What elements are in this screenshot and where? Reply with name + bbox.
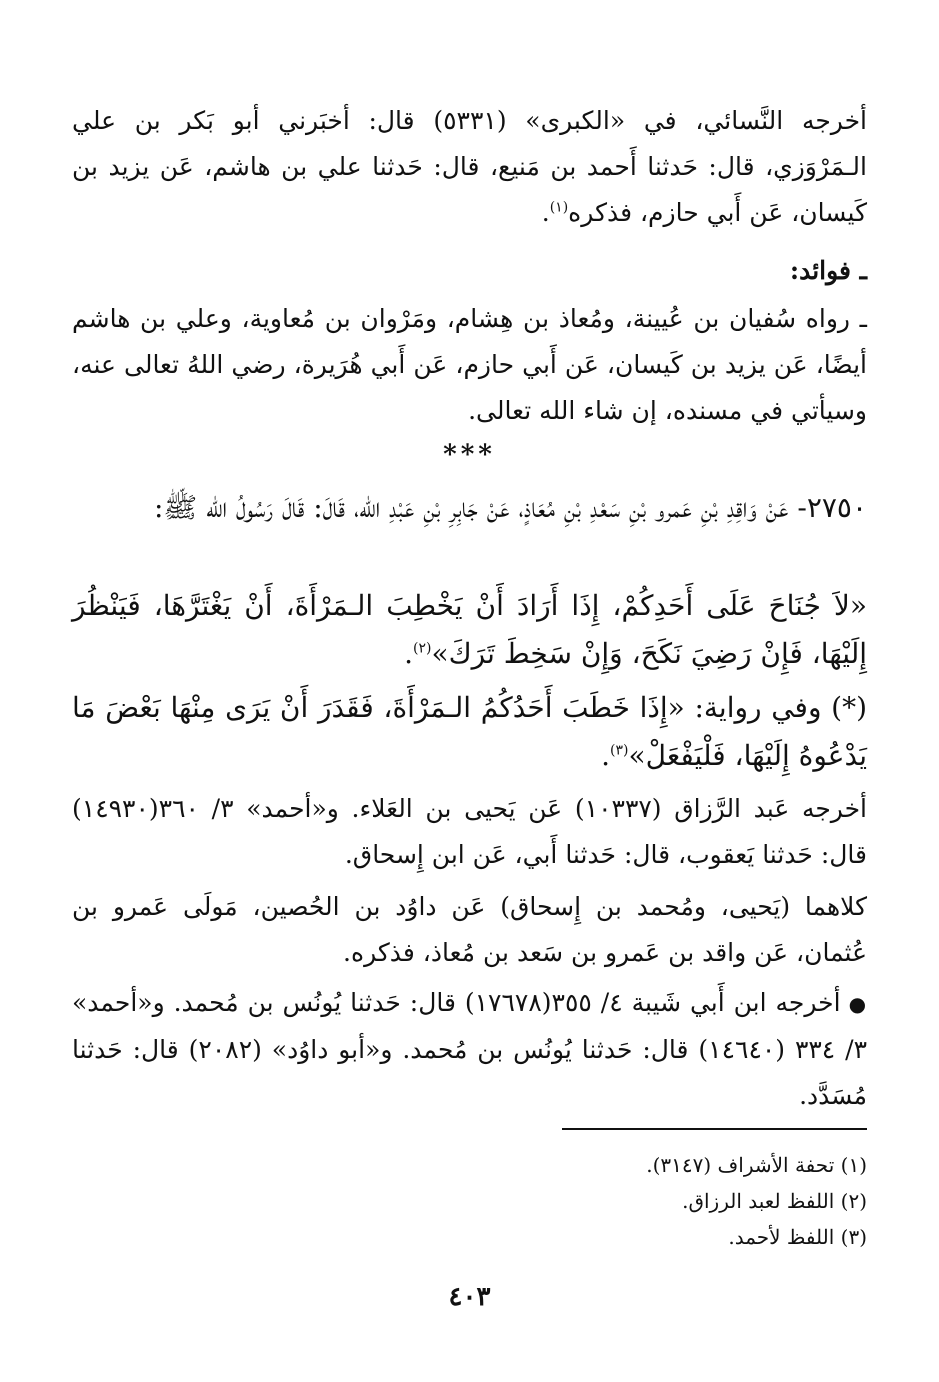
riwaya-paragraph: (*) وفي رواية: «إِذَا خَطَبَ أَحَدُكُمُ الـمَرْأَةَ، فَقَدَرَ أَنْ يَرَى مِنْهَا بَعْضَ مَا يَدْعُوهُ إِلَيْهَا، فَلْيَفْعَلْ»$^{(٣)}$. <box>72 691 867 772</box>
fawaid-heading: ـ فوائد: <box>789 256 867 285</box>
takhrij-paragraph-3: كلاهما (يَحيى، ومُحمد بن إِسحاق) عَن داوُد بن الحُصين، مَولَى عَمرو بن عُثمان، عَن واقد بن عَمرو بن سَعد بن مُعاذ، فذكره. <box>72 892 867 967</box>
takhrij-text-1: أخرجه النَّسائي، في «الكبرى» (٥٣٣١) قال: أخبَرني أبو بَكر بن علي الـمَرْوَزي، قال: حَدثنا أَحمد بن مَنيع، قال: حَدثنا علي بن هاشم، عَن يزيد بن كَيسان، عَن أَبي حازم، فذكره <box>72 106 867 227</box>
footnote-3: (٣) اللفظ لأحمد. <box>728 1225 867 1249</box>
footnote-ref-3: (٣) <box>610 742 629 759</box>
bullet-icon: ● <box>848 992 868 1016</box>
takhrij-paragraph-2: أخرجه عَبد الرَّزاق (١٠٣٣٧) عَن يَحيى بن العَلاء. و«أحمد» ٣/ ٣٦٠(١٤٩٣٠) قال: حَدثنا يَعقوب، قال: حَدثنا أَبي، عَن ابن إِسحاق. <box>72 794 867 869</box>
riwaya-text: (*) وفي رواية: «إِذَا خَطَبَ أَحَدُكُمُ الـمَرْأَةَ، فَقَدَرَ أَنْ يَرَى مِنْهَا بَعْضَ مَا يَدْعُوهُ إِلَيْهَا، فَلْيَفْعَلْ» <box>72 691 867 772</box>
footnote-ref-1: (١) <box>549 199 569 216</box>
hadith-matn: «لاَ جُنَاحَ عَلَى أَحَدِكُمْ، إِذَا أَرَادَ أَنْ يَخْطِبَ الـمَرْأَةَ، أَنْ يَغْتَرَّهَا، فَيَنْظُرَ إِلَيْهَا، فَإِنْ رَضِيَ نَكَحَ، وَإِنْ سَخِطَ تَرَكَ» <box>72 589 867 670</box>
takhrij-paragraph-1: أخرجه النَّسائي، في «الكبرى» (٥٣٣١) قال: أخبَرني أبو بَكر بن علي الـمَرْوَزي، قال: حَدثنا أَحمد بن مَنيع، قال: حَدثنا علي بن هاشم، عَن يزيد بن كَيسان، عَن أَبي حازم، فذكره$^{(١)}$. <box>72 106 867 227</box>
hadith-text: «لاَ جُنَاحَ عَلَى أَحَدِكُمْ، إِذَا أَرَادَ أَنْ يَخْطِبَ الـمَرْأَةَ، أَنْ يَغْتَرَّهَا، فَيَنْظُرَ إِلَيْهَا، فَإِنْ رَضِيَ نَكَحَ، وَإِنْ سَخِطَ تَرَكَ»$^{(٢)}$. <box>72 589 867 670</box>
takhrij-paragraph-4 <box>72 980 867 1119</box>
footnote-1: (١) تحفة الأشراف (٣١٤٧). <box>646 1153 867 1177</box>
fawaid-paragraph: ـ رواه سُفيان بن عُيينة، ومُعاذ بن هِشام، ومَرْوان بن مُعاوية، وعلي بن هاشم أيضًا، عَن يزيد بن كَيسان، عَن أَبي حازم، عَن أَبي هُرَيرة، رضي اللهُ تعالى عنه، وسيأتي في مسنده، إن شاء الله تعالى. <box>72 304 867 425</box>
hadith-intro: ٢٧٥٠- عَنْ وَاقِدِ بْنِ عَمرو بْنِ سَعْدِ بْنِ مُعَاذٍ، عَنْ جَابِرِ بْنِ عَبْدِ الله، قَالَ: قَالَ رَسُولُ الله ﷺ: <box>153 491 867 524</box>
page-number: ٤٠٣ <box>448 1282 491 1312</box>
takhrij-text-4: أخرجه ابن أَبي شَيبة ٤/ ٣٥٥(١٧٦٧٨) قال: حَدثنا يُونُس بن مُحمد. و«أحمد» ٣/ ٣٣٤ (١٤٦٤٠) قال: حَدثنا يُونُس بن مُحمد. و«أبو داوُد» (٢٠٨٢) قال: حَدثنا مُسَدَّد. <box>72 988 868 1110</box>
footnote-2: (٢) اللفظ لعبد الرزاق. <box>682 1189 867 1213</box>
footnote-ref-2: (٢) <box>412 640 432 657</box>
section-separator: *** <box>443 440 496 470</box>
footnote-divider <box>562 1128 867 1130</box>
